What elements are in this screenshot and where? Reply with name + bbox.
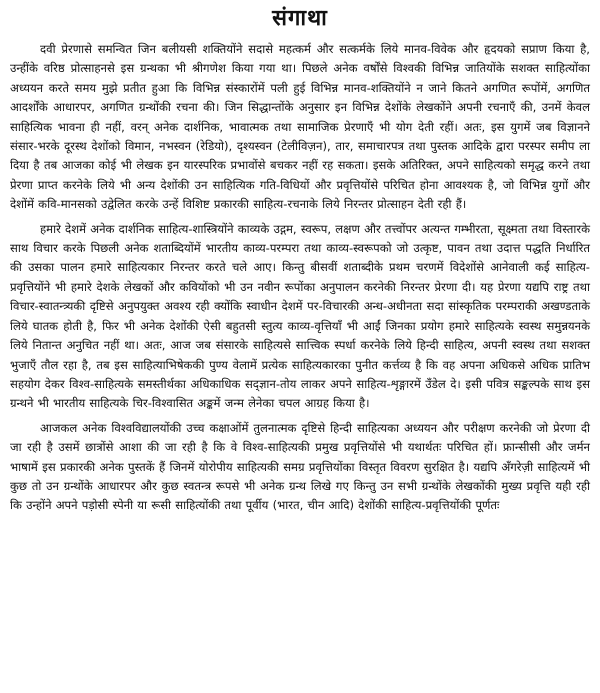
- page-title: संगाथा: [272, 6, 328, 31]
- paragraph-3: आजकल अनेक विश्वविद्यालयोंकी उच्च कक्षाओंमें तुलनात्मक दृष्टिसे हिन्दी साहित्यका अध्ययन और परीक्षण करनेकी जो प्रेरणा दी जा रही है उसमें छात्रोंसे आशा की जा रही है कि वे विश्व-साहित्यकी प्रमुख प्रवृत्तियोंसे भी यथार्थतः परिचित हों। फ्रान्सीसी और जर्मन भाषामें इस प्रकारकी अनेक पुस्तकें हैं जिनमें योरोपीय साहित्यकी समग्र प्रवृत्तियोंका विस्तृत विवरण सुरक्षित है। यद्यपि अँगरेज़ी साहित्यमें भी कुछ तो उन ग्रन्थोंके आधारपर और कुछ स्वतन्त्र रूपसे भी अनेक ग्रन्थ लिखे गए किन्तु उन सभी ग्रन्थोंके लेखकोंकी मुख्य प्रवृत्ति यही रही कि उन्होंने अपने पड़ोसी स्पेनी या रूसी साहित्योंकी तथा पूर्वीय (भारत, चीन आदि) देशोंकी साहित्य-प्रवृत्तियोंकी पूर्णतः: [10, 420, 590, 513]
- paragraph-2: हमारे देशमें अनेक दार्शनिक साहित्य-शास्त्रियोंने काव्यके उद्गम, स्वरूप, लक्षण और तत्त्वोंपर अत्यन्त गम्भीरता, सूक्ष्मता तथा विस्तारके साथ विचार करके पिछली अनेक शताब्दियोंमें भारतीय काव्य-परम्परा तथा काव्य-स्वरूपको जो उत्कृष्ट, पावन तथा उदात्त पद्धति निर्धारित की उसका पालन हमारे साहित्यकार निरन्तर करते चले आए। किन्तु बीसवीं शताब्दीके प्रथम चरणमें विदेशोंसे आनेवाली कई साहित्य-प्रवृत्तियोंने भी हमारे देशके लेखकों और कवियोंको भी उन नवीन रूपोंका अनुपालन करनेकी निरन्तर प्रेरणा दी। यह प्रेरणा यद्यपि राष्ट्र तथा विचार-स्वातन्त्र्यकी दृष्टिसे अनुपयुक्त अवश्य रही क्योंकि स्वाधीन देशमें पर-विचारकी अन्ध-अधीनता सदा सांस्कृतिक परम्पराकी अखण्डताके लिये घातक होती है, फिर भी अनेक देशोंकी ऐसी बहुतसी स्तुत्य काव्य-वृत्तियाँ भी आईं जिनका प्रयोग हमारे साहित्यके स्वस्थ समुन्नयनके लिये नितान्त अनुचित नहीं था। अतः, आज जब संसारके साहित्यसे सात्त्विक स्पर्धा करनेके लिये हिन्दी साहित्य, अपनी स्वस्थ तथा सशक्त भुजाएँ तौल रहा है, तब इस साहित्याभिषेककी पुण्य वेलामें प्रत्येक साहित्यकारका पुनीत कर्त्तव्य है कि वह अपना अधिकसे अधिक प्रातिभ सहयोग देकर विश्व-साहित्यके समस्तीर्थका अधिकाधिक सद्ज्ञान-तोय लाकर अपने साहित्य-शृङ्गारमें उँडेल दे। इसी पवित्र सङ्कल्पके साथ इस ग्रन्थने भी भारतीय साहित्यके चिर-विश्वासित अङ्कमें जन्म लेनेका चपल आग्रह किया है।: [10, 221, 590, 411]
- paragraph-1: दवी प्रेरणासे समन्वित जिन बलीयसी शक्तियोंने सदासे महत्कर्म और सत्कर्मके लिये मानव-विवेक और हृदयको सप्राण किया है, उन्हींके वरिष्ठ प्रोत्साहनसे इस ग्रन्थका भी श्रीगणेश किया गया था। पिछले अनेक वर्षोंसे विश्वकी विभिन्न जातियोंके सशक्त साहित्योंका अध्ययन करते समय मुझे प्रतीत हुआ कि विभिन्न संस्कारोंमें पली हुई विभिन्न मानव-शक्तियोंने न जाने कितने अगणित रूपोंमें, अगणित आदर्शोंके आधारपर, अगणित ग्रन्थोंकी रचना की। जिन सिद्धान्तोंके अनुसार इन विभिन्न देशोंके लेखकोंने अपनी रचनाएँ की, उनमें केवल साहित्यिक भावना ही नहीं, वरन् अनेक दार्शनिक, भावात्मक तथा सामाजिक प्रेरणाएँ भी योग देती रहीं। अतः, इस युगमें जब विज्ञानने संसार-भरके दूरस्थ देशोंको विमान, नभस्वन (रेडियो), दृश्यस्वन (टेलीविज़न), तार, समाचारपत्र तथा पुस्तक आदिके द्वारा परस्पर समीप ला दिया है तब आजका कोई भी लेखक इन यारस्परिक प्रभावोंसे बचकर नहीं रह सकता। इसके अतिरिक्त, अपने साहित्यको समृद्ध करने तथा प्रेरणा प्राप्त करनेके लिये भी अन्य देशोंकी उन साहित्यिक गति-विधियों और प्रवृत्तियोंसे परिचित होना आवश्यक है, जो विभिन्न युगों और देशोंमें कवि-मानसको उद्वेलित करके उन्हें विशिष्ट प्रकारकी साहित्य-रचनाके लिये निरन्तर प्रोत्साहन देती रही हैं।: [10, 42, 590, 212]
